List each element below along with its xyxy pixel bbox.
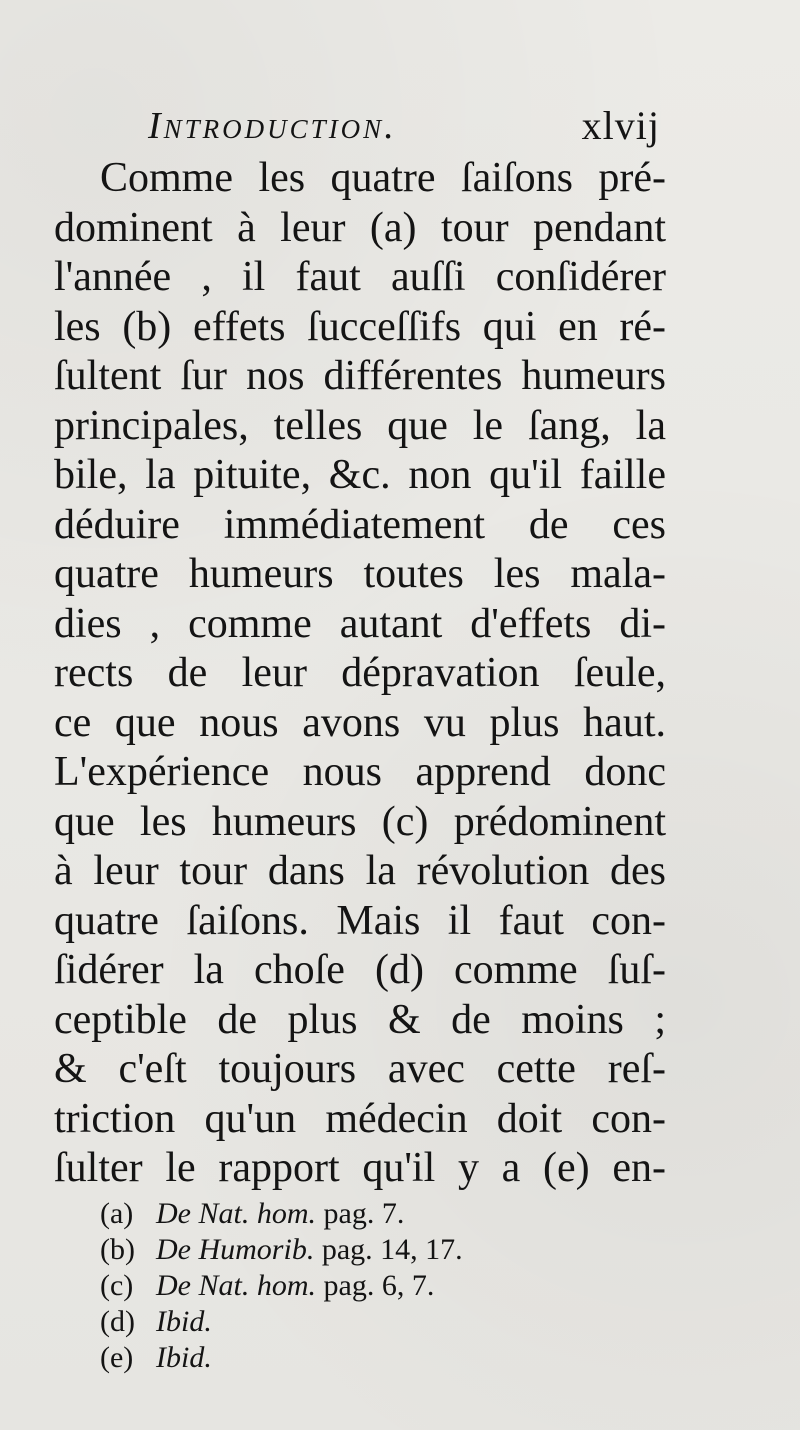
text-line: quatre ſaiſons. Mais il faut con-: [54, 897, 666, 944]
text-line: principales, telles que le ſang, la: [54, 402, 666, 449]
text-line: triction qu'un médecin doit con-: [54, 1095, 666, 1142]
footnote-work: De Humorib.: [156, 1233, 315, 1266]
footnotes: [100, 1196, 660, 1376]
footnote-ref: pag. 6, 7.: [316, 1269, 435, 1302]
text-line: les (b) effets ſucceſſifs qui en ré-: [54, 303, 666, 350]
footnote-mark: (c): [100, 1269, 134, 1302]
text-line: & c'eſt toujours avec cette reſ-: [54, 1046, 666, 1092]
text-line: déduire immédiatement de ces: [54, 501, 666, 548]
text-line: ſulter le rapport qu'il y a (e) en-: [54, 1145, 666, 1191]
text-line: dies , comme autant d'effets di-: [54, 600, 666, 647]
footnote-mark: (d): [100, 1305, 135, 1338]
footnote-mark: (b): [100, 1233, 135, 1266]
text-line: dominent à leur (a) tour pendant: [54, 204, 666, 251]
footnote-work: De Nat. hom.: [156, 1269, 316, 1302]
footnote: [100, 1196, 660, 1232]
text-line: ce que nous avons vu plus haut.: [54, 699, 666, 746]
text-line: ceptible de plus & de moins ;: [54, 996, 666, 1043]
text-line: ſultent ſur nos différentes humeurs: [54, 353, 666, 399]
footnote-work: Ibid.: [156, 1341, 212, 1374]
text-line: l'année , il faut auſſi conſidérer: [54, 254, 666, 300]
text-line: Comme les quatre ſaiſons pré-: [100, 155, 666, 201]
footnote-mark: (a): [100, 1197, 134, 1230]
footnote: [100, 1304, 660, 1340]
footnote: [100, 1340, 660, 1376]
footnote-ref: pag. 7.: [316, 1197, 405, 1230]
text-line: L'expérience nous apprend donc: [54, 749, 666, 795]
text-line: quatre humeurs toutes les mala-: [54, 551, 666, 597]
page-header: [148, 98, 660, 154]
footnote: [100, 1268, 660, 1304]
text-line: rects de leur dépravation ſeule,: [54, 650, 666, 696]
footnote-work: De Nat. hom.: [156, 1197, 316, 1230]
page-number: xlvij: [581, 103, 660, 148]
text-line: que les humeurs (c) prédominent: [54, 798, 666, 845]
text-line: à leur tour dans la révolution des: [54, 848, 666, 894]
running-title: Introduction.: [148, 105, 397, 147]
text-line: bile, la pituite, &c. non qu'il faille: [54, 452, 666, 498]
text-line: ſidérer la choſe (d) comme ſuſ-: [54, 947, 666, 993]
footnote: [100, 1232, 660, 1268]
footnote-work: Ibid.: [156, 1305, 212, 1338]
footnote-mark: (e): [100, 1341, 134, 1374]
footnote-ref: pag. 14, 17.: [314, 1233, 463, 1266]
body-text: [54, 154, 666, 1194]
